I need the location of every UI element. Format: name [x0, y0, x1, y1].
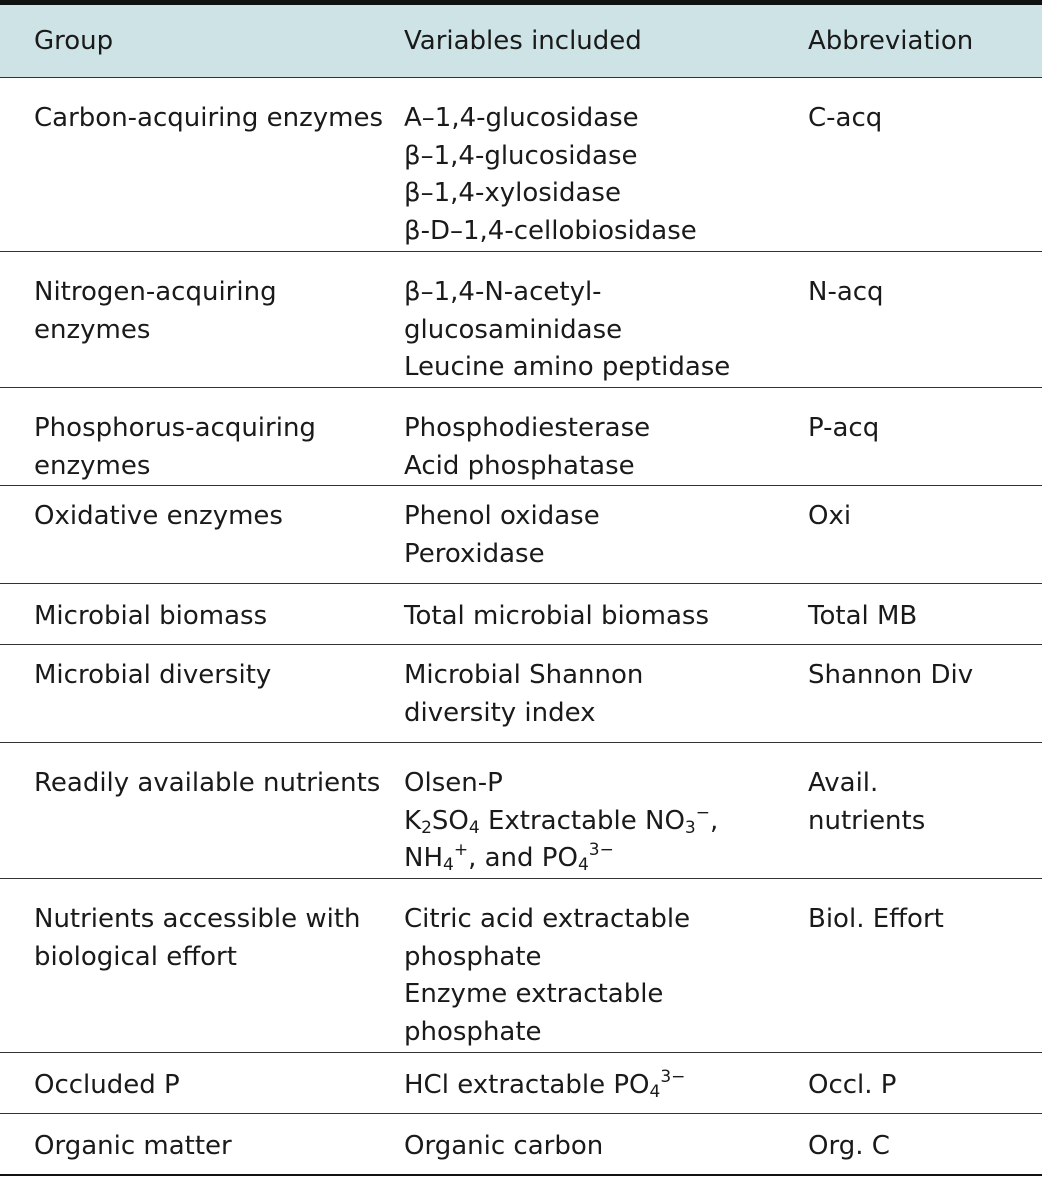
- abbreviation-cell: [808, 743, 1042, 878]
- group-text: Carbon-acquiring enzymes: [34, 103, 384, 133]
- group-cell: [0, 388, 404, 485]
- abbreviation-text: Biol. Effort: [808, 904, 944, 934]
- group-text: Phosphorus-acquiring: [34, 413, 316, 443]
- abbreviation-cell: [808, 388, 1042, 485]
- variables-cell: [404, 645, 808, 742]
- table-row: [0, 584, 1042, 645]
- abbreviation-text: Oxi: [808, 501, 852, 531]
- variable-text: Α–1,4-glucosidase: [404, 103, 639, 133]
- group-cell: [0, 486, 404, 583]
- abbreviation-text: Shannon Div: [808, 660, 974, 690]
- variables-cell: [404, 879, 808, 1052]
- header-abbreviation: Abbreviation: [808, 26, 974, 56]
- variables-cell: [404, 252, 808, 387]
- abbreviation-cell: [808, 584, 1042, 644]
- group-text: Nitrogen-acquiring: [34, 277, 277, 307]
- table-row: [0, 486, 1042, 584]
- abbreviation-cell: [808, 879, 1042, 1052]
- variable-formula-line: $K_2SO_4$ Extractable $NO_3^-$,: [404, 802, 719, 838]
- abbreviation-cell: [808, 1053, 1042, 1113]
- variable-formula-line: $NH_4^+$, and $PO_4^{3-}$: [404, 840, 614, 875]
- variable-text: β–1,4-N-acetyl-: [404, 277, 602, 307]
- variable-text: phosphate: [404, 1016, 542, 1047]
- table-row: [0, 78, 1042, 252]
- abbreviation-cell: [808, 78, 1042, 251]
- abbreviation-cell: [808, 645, 1042, 742]
- group-text: Occluded P: [34, 1070, 180, 1100]
- variable-text: Phenol oxidase: [404, 501, 600, 531]
- abbreviation-text: C-acq: [808, 103, 883, 133]
- abbreviation-text: Avail.: [808, 768, 879, 798]
- variable-text: glucosaminidase: [404, 314, 623, 345]
- group-cell: [0, 1114, 404, 1174]
- variable-text: Phosphodiesterase: [404, 413, 651, 443]
- variable-formula-line: HCl extractable $PO_4^{3-}$: [404, 1067, 686, 1102]
- table-row: [0, 879, 1042, 1053]
- table-row: [0, 1053, 1042, 1114]
- header-variables: Variables included: [404, 26, 642, 56]
- variable-text: Leucine amino peptidase: [404, 352, 731, 382]
- group-text: Readily available nutrients: [34, 768, 381, 798]
- abbreviation-text: Occl. P: [808, 1070, 897, 1100]
- header-group: Group: [34, 26, 114, 56]
- group-cell: [0, 584, 404, 644]
- group-text: Nutrients accessible with: [34, 904, 361, 934]
- abbreviation-text: nutrients: [808, 805, 926, 836]
- group-text: Organic matter: [34, 1131, 232, 1161]
- table-row: [0, 388, 1042, 486]
- abbreviation-text: N-acq: [808, 277, 884, 307]
- variables-cell: [404, 1053, 808, 1113]
- variable-text: Acid phosphatase: [404, 450, 635, 481]
- group-text: Microbial diversity: [34, 660, 272, 690]
- table-row: [0, 743, 1042, 879]
- group-text: enzymes: [34, 450, 151, 481]
- abbreviation-cell: [808, 252, 1042, 387]
- variable-text: Peroxidase: [404, 538, 545, 569]
- group-text: biological effort: [34, 941, 237, 972]
- abbreviation-cell: [808, 486, 1042, 583]
- group-cell: [0, 1053, 404, 1113]
- variables-cell: [404, 743, 808, 878]
- variable-text: Microbial Shannon: [404, 660, 644, 690]
- variable-text: Organic carbon: [404, 1131, 604, 1161]
- variable-text: β–1,4-glucosidase: [404, 140, 638, 171]
- group-cell: [0, 252, 404, 387]
- variable-text: diversity index: [404, 697, 596, 728]
- variable-text: Total microbial biomass: [404, 601, 709, 631]
- variable-text: Enzyme extractable: [404, 979, 664, 1009]
- group-cell: [0, 743, 404, 878]
- abbreviation-cell: [808, 1114, 1042, 1174]
- group-cell: [0, 645, 404, 742]
- group-text: Oxidative enzymes: [34, 501, 283, 531]
- group-cell: [0, 78, 404, 251]
- variable-text: Citric acid extractable: [404, 904, 691, 934]
- table-row: [0, 252, 1042, 388]
- abbreviation-text: P-acq: [808, 413, 880, 443]
- variables-cell: [404, 1114, 808, 1174]
- variables-cell: [404, 78, 808, 251]
- abbreviation-text: Total MB: [808, 601, 918, 631]
- table-row: [0, 645, 1042, 743]
- variable-text: β–1,4-xylosidase: [404, 178, 621, 208]
- variables-cell: [404, 584, 808, 644]
- variable-text: β-D–1,4-cellobiosidase: [404, 215, 697, 246]
- group-text: Microbial biomass: [34, 601, 268, 631]
- abbreviation-text: Org. C: [808, 1131, 890, 1161]
- variables-cell: [404, 388, 808, 485]
- variable-text: Olsen-P: [404, 768, 503, 798]
- table-header-row: [0, 5, 1042, 78]
- table-row: [0, 1114, 1042, 1176]
- group-cell: [0, 879, 404, 1052]
- group-text: enzymes: [34, 314, 151, 345]
- variable-text: phosphate: [404, 941, 542, 972]
- variables-cell: [404, 486, 808, 583]
